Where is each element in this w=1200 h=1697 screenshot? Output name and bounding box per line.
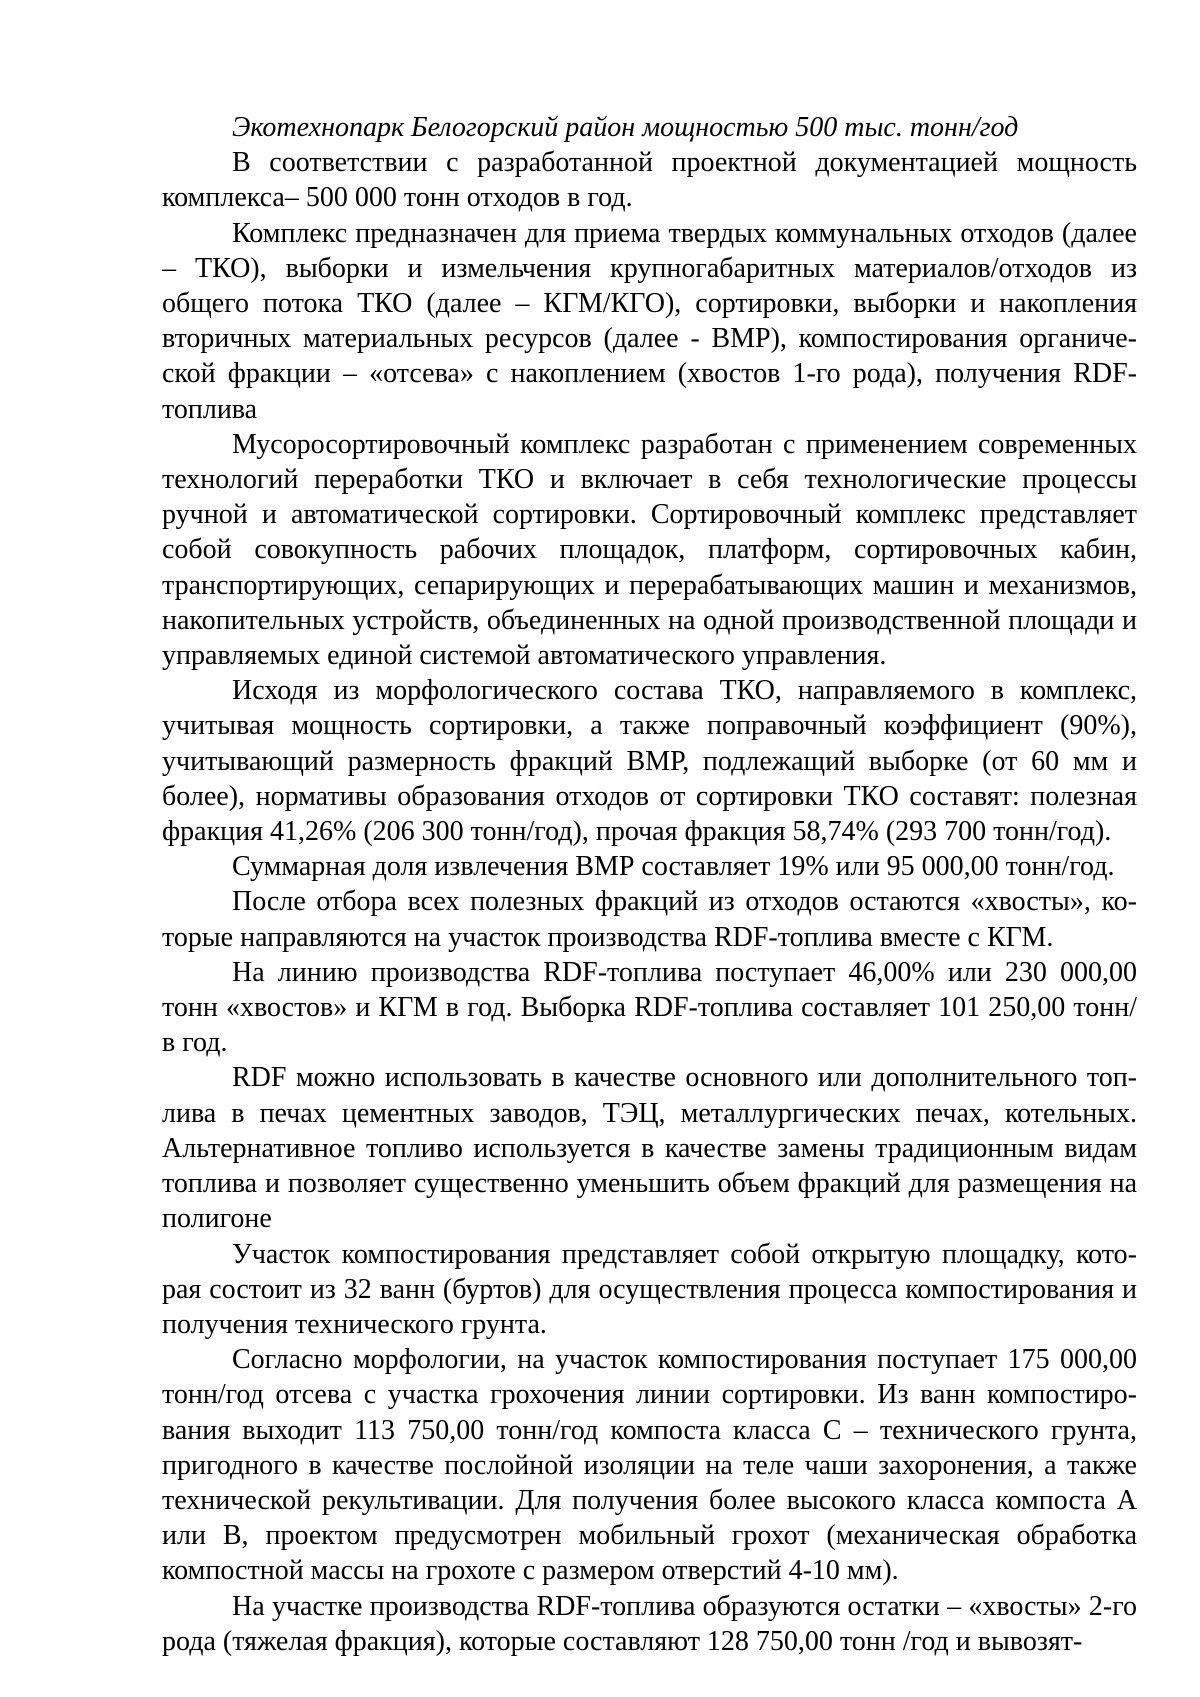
paragraph-sorting-complex: Мусоросортировочный комплекс разработан с применением современных технологий переработки ТКО и включает в себя технологические процессы ручной и автоматической сортировки. Сортировочный комплекс представляет собой совокупность рабочих площадок, платформ, сортировочных кабин, транспортирующих, сепарирующих и перерабатывающих машин и механизмов, накопительных устройств, объединенных на одной производственной площади и управляемых единой системой автоматического управления. — [162, 428, 1137, 672]
paragraph-capacity: В соответствии с разработанной проектной документацией мощность комплекса– 500 000 тонн отходов в год. — [162, 147, 1137, 214]
paragraph-composting-site: Участок компостирования представляет собой открытую площадку, которая состоит из 32 ванн (буртов) для осуществления процесса компостирования и получения технического грунта. — [162, 1238, 1137, 1340]
paragraph-vmr-share: Суммарная доля извлечения ВМР составляет 19% или 95 000,00 тонн/год. — [232, 851, 1115, 883]
paragraph-rdf-usage: RDF можно использовать в качестве основного или дополнительного топлива в печах цементных заводов, ТЭЦ, металлургических печах, котельных. Альтернативное топливо используется в качестве замены традиционным видам топлива и позволяет существенно уменьшить объем фракций для размещения на полигоне — [162, 1062, 1137, 1235]
paragraph-rdf-residues: На участке производства RDF-топлива образуются остатки – «хвосты» 2-го рода (тяжелая фракция), которые составляют 128 750,00 тонн /год и вывозят- — [162, 1590, 1137, 1657]
paragraph-complex-purpose: Комплекс предназначен для приема твердых коммунальных отходов (далее – ТКО), выборки и измельчения крупногабаритных материалов/отходов из общего потока ТКО (далее – КГМ/КГО), сортировки, выборки и накопления вторичных материальных ресурсов (далее - ВМР), компостирования органической фракции – «отсева» с накоплением (хвостов 1-го рода), получения RDF-топлива — [162, 217, 1137, 425]
document-page — [162, 110, 1137, 1659]
paragraph-composting-output: Согласно морфологии, на участок компостирования поступает 175 000,00 тонн/год отсева с участка грохочения линии сортировки. Из ванн компостирования выходит 113 750,00 тонн/год компоста класса С – технического грунта, пригодного в качестве послойной изоляции на теле чаши захоронения, а также технической рекультивации. Для получения более высокого класса компоста А или В, проектом предусмотрен мобильный грохот (механическая обработка компостной массы на грохоте с размером отверстий 4-10 мм). — [162, 1344, 1137, 1587]
paragraph-rdf-line: На линию производства RDF-топлива поступает 46,00% или 230 000,00 тонн «хвостов» и КГМ в год. Выборка RDF-топлива составляет 101 250,00 тонн/в год. — [162, 956, 1137, 1059]
paragraph-tails: После отбора всех полезных фракций из отходов остаются «хвосты», которые направляются на участок производства RDF-топлива вместе с КГМ. — [162, 886, 1137, 953]
paragraph-morphology: Исходя из морфологического состава ТКО, направляемого в комплекс, учитывая мощность сортировки, а также поправочный коэффициент (90%), учитывающий размерность фракций ВМР, подлежащий выборке (от 60 мм и более), нормативы образования отходов от сортировки ТКО составят: полезная фракция 41,26% (206 300 тонн/год), прочая фракция 58,74% (293 700 тонн/год). — [162, 675, 1137, 848]
document-heading: Экотехнопарк Белогорский район мощностью 500 тыс. тонн/год — [232, 112, 1019, 143]
